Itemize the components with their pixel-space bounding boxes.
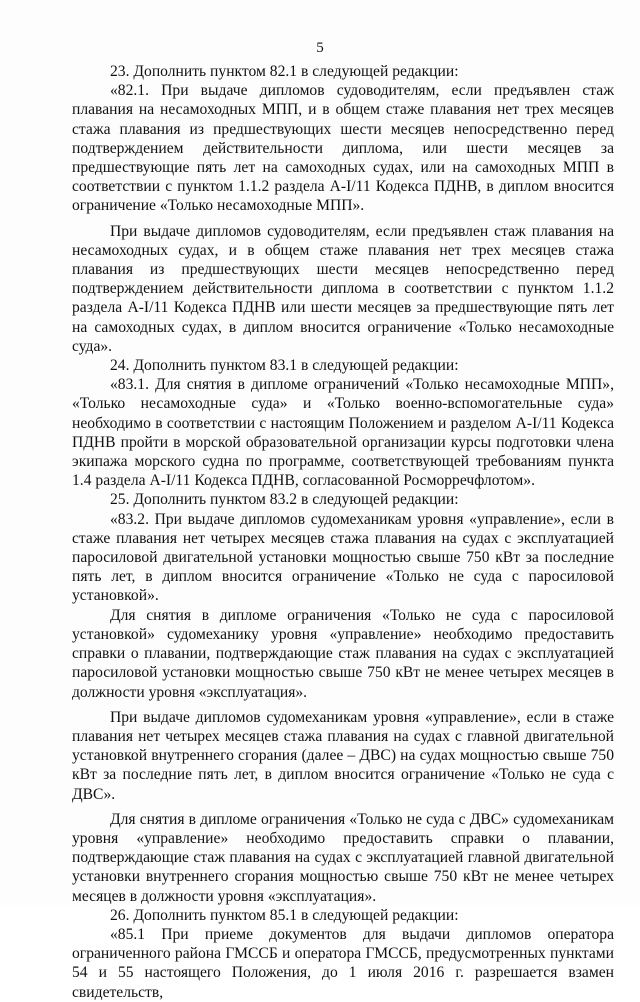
page-number: 5 [316, 40, 324, 56]
paragraph-83-2: «83.2. При выдаче дипломов судомеханикам уровня «управление», если в стаже плавания нет четырех месяцев стажа плавания на судах с эксплуатацией паросиловой двигательной установки мощностью свыше 750 кВт за последние пять лет, в диплом вносится ограничение «Только не суда с паросиловой установкой». [72, 510, 614, 605]
document-body [72, 62, 614, 1002]
paragraph-item-26-heading: 26. Дополнить пунктом 85.1 в следующей редакции: [110, 906, 459, 924]
paragraph-82-1: «82.1. При выдаче дипломов судоводителям, если предъявлен стаж плавания на несамоходных МПП, и в общем стаже плавания нет трех месяцев стажа плавания из предшествующих шести месяцев непосредственно перед подтверждением действительности диплома, или шести месяцев за предшествующие пять лет на самоходных судах, или на самоходных МПП в соответствии с пунктом 1.1.2 раздела A-I/11 Кодекса ПДНВ, в диплом вносится ограничение «Только несамоходные МПП». [72, 82, 614, 215]
paragraph-item-23-heading: 23. Дополнить пунктом 82.1 в следующей редакции: [110, 63, 459, 80]
paragraph-item-24-heading: 24. Дополнить пунктом 83.1 в следующей редакции: [110, 357, 459, 375]
paragraph-82-1-continued: При выдаче дипломов судоводителям, если предъявлен стаж плавания на несамоходных судах, и в общем стаже плавания нет трех месяцев стажа плавания из предшествующих шести месяцев непосредственно перед подтверждением действительности диплома в соответствии с пунктом 1.1.2 раздела A-I/11 Кодекса ПДНВ или шести месяцев за предшествующие пять лет на самоходных судах, в диплом вносится ограничение «Только несамоходные суда». [72, 222, 614, 355]
paragraph-83-2-ice-removal: Для снятия в дипломе ограничения «Только не суда с ДВС» судомеханикам уровня «управление» необходимо предоставить справки о плавании, подтверждающие стаж плавания на судах с эксплуатацией главной двигательной установки внутреннего сгорания мощностью свыше 750 кВт не менее четырех месяцев в должности уровня «эксплуатация». [72, 810, 614, 905]
paragraph-83-1: «83.1. Для снятия в дипломе ограничений «Только несамоходные МПП», «Только несамоходные суда» и «Только военно-вспомогательные суда» необходимо в соответствии с настоящим Положением и разделом A-I/11 Кодекса ПДНВ пройти в морской образовательной организации курсы подготовки члена экипажа морского судна по программе, соответствующей требованиям пункта 1.4 раздела A-I/11 Кодекса ПДНВ, согласованной Росморречфлотом». [72, 376, 614, 490]
paragraph-83-2-ice: При выдаче дипломов судомеханикам уровня «управление», если в стаже плавания нет четырех месяцев стажа плавания на судах с главной двигательной установкой внутреннего сгорания (далее – ДВС) на судах мощностью свыше 750 кВт за последние пять лет, в диплом вносится ограничение «Только не суда с ДВС». [72, 708, 614, 803]
paragraph-85-1: «85.1 При приеме документов для выдачи дипломов оператора ограниченного района ГМССБ и оператора ГМССБ, предусмотренных пунктами 54 и 55 настоящего Положения, до 1 июля 2016 г. разрешается взамен свидетельств, [72, 925, 614, 1001]
paragraph-item-25-heading: 25. Дополнить пунктом 83.2 в следующей редакции: [110, 491, 459, 509]
paragraph-83-2-steam-removal: Для снятия в дипломе ограничения «Только не суда с паросиловой установкой» судомеханику уровня «управление» необходимо предоставить справки о плавании, подтверждающие стаж плавания на судах с эксплуатацией паросиловой установки мощностью свыше 750 кВт не менее четырех месяцев в должности уровня «эксплуатация». [72, 606, 614, 701]
